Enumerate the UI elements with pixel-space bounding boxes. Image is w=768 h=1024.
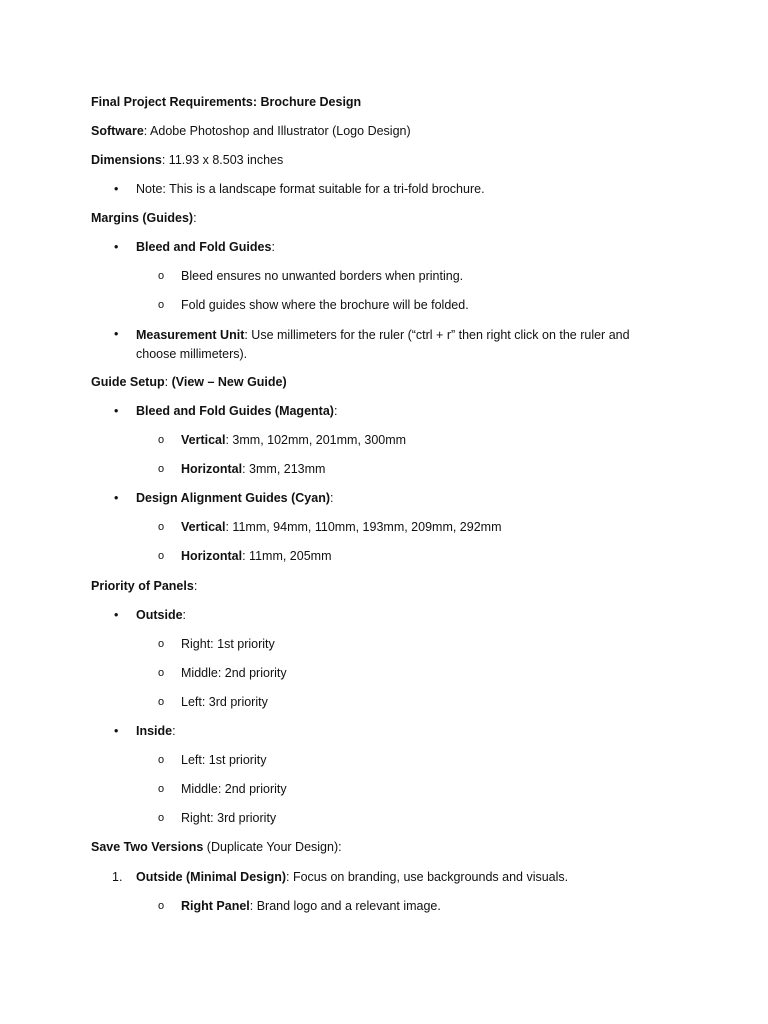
- outside-priority-item: Left: 3rd priority: [181, 695, 268, 709]
- outside-item: [136, 607, 186, 623]
- outside-colon: :: [182, 608, 187, 622]
- bleed-fold-label: Bleed and Fold Guides: [136, 240, 272, 254]
- sub-bullet-marker: o: [158, 550, 165, 562]
- bullet-marker: •: [114, 327, 119, 341]
- guide-setup-colon: :: [164, 375, 172, 389]
- bullet-marker: •: [114, 182, 119, 196]
- cyan-horizontal-value: : 11mm, 205mm: [242, 549, 332, 563]
- save-value: (Duplicate Your Design):: [203, 840, 342, 854]
- magenta-horizontal-item: [181, 461, 325, 477]
- cyan-label: Design Alignment Guides (Cyan): [136, 491, 331, 505]
- bleed-fold-item: [136, 239, 275, 255]
- guide-setup-label: Guide Setup: [91, 375, 165, 389]
- bleed-fold-colon: :: [271, 240, 275, 254]
- save-versions-heading: [91, 839, 342, 855]
- inside-priority-item: Middle: 2nd priority: [181, 782, 287, 796]
- magenta-vertical-label: Vertical: [181, 433, 226, 447]
- sub-bullet-marker: o: [158, 696, 165, 708]
- bleed-sub-item: Bleed ensures no unwanted borders when printing.: [181, 269, 464, 283]
- outside-minimal-item: [136, 869, 568, 885]
- cyan-colon: :: [330, 491, 334, 505]
- cyan-horizontal-label: Horizontal: [181, 549, 243, 563]
- outside-label: Outside: [136, 608, 183, 622]
- magenta-horizontal-value: : 3mm, 213mm: [242, 462, 326, 476]
- guide-setup-heading: [91, 374, 287, 390]
- margins-heading: [91, 210, 197, 226]
- right-panel-label: Right Panel: [181, 899, 250, 913]
- inside-priority-item: Left: 1st priority: [181, 753, 267, 767]
- sub-bullet-marker: o: [158, 299, 165, 311]
- cyan-horizontal-item: [181, 548, 331, 564]
- measurement-value: : Use millimeters for the ruler (“ctrl + r” then right click on the ruler and choose millimeters).: [136, 328, 630, 361]
- magenta-colon: :: [333, 404, 338, 418]
- cyan-vertical-item: [181, 519, 502, 535]
- dimensions-value: : 11.93 x 8.503 inches: [161, 153, 284, 167]
- software-line: [91, 123, 411, 139]
- note-item: Note: This is a landscape format suitable for a tri-fold brochure.: [136, 182, 485, 196]
- cyan-guides-item: [136, 490, 334, 506]
- measurement-label: Measurement Unit: [136, 328, 245, 342]
- sub-bullet-marker: o: [158, 638, 165, 650]
- cyan-vertical-value: : 11mm, 94mm, 110mm, 193mm, 209mm, 292mm: [225, 520, 502, 534]
- outside-priority-item: Middle: 2nd priority: [181, 666, 287, 680]
- inside-item: [136, 723, 176, 739]
- sub-bullet-marker: o: [158, 783, 165, 795]
- sub-bullet-marker: o: [158, 434, 165, 446]
- priority-colon: :: [193, 579, 198, 593]
- dimensions-label: Dimensions: [91, 153, 162, 167]
- bullet-marker: •: [114, 404, 119, 418]
- software-label: Software: [91, 124, 144, 138]
- magenta-label: Bleed and Fold Guides (Magenta): [136, 404, 334, 418]
- inside-label: Inside: [136, 724, 173, 738]
- cyan-vertical-label: Vertical: [181, 520, 226, 534]
- fold-sub-item: Fold guides show where the brochure will be folded.: [181, 298, 469, 312]
- outside-minimal-value: : Focus on branding, use backgrounds and visuals.: [286, 870, 569, 884]
- inside-priority-item: Right: 3rd priority: [181, 811, 277, 825]
- magenta-vertical-item: [181, 432, 406, 448]
- list-number: 1.: [112, 870, 123, 884]
- right-panel-value: : Brand logo and a relevant image.: [249, 899, 441, 913]
- margins-colon: :: [193, 211, 197, 225]
- magenta-vertical-value: : 3mm, 102mm, 201mm, 300mm: [225, 433, 407, 447]
- software-value: : Adobe Photoshop and Illustrator (Logo Design): [143, 124, 411, 138]
- priority-label: Priority of Panels: [91, 579, 194, 593]
- outside-minimal-label: Outside (Minimal Design): [136, 870, 287, 884]
- save-label: Save Two Versions: [91, 840, 204, 854]
- right-panel-item: [181, 898, 441, 914]
- document-title: Final Project Requirements: Brochure Design: [91, 95, 362, 109]
- guide-setup-value: (View – New Guide): [171, 375, 287, 389]
- sub-bullet-marker: o: [158, 463, 165, 475]
- bullet-marker: •: [114, 608, 119, 622]
- sub-bullet-marker: o: [158, 521, 165, 533]
- margins-label: Margins (Guides): [91, 211, 194, 225]
- measurement-item: [136, 326, 656, 360]
- sub-bullet-marker: o: [158, 812, 165, 824]
- priority-heading: [91, 578, 197, 594]
- bullet-marker: •: [114, 724, 119, 738]
- sub-bullet-marker: o: [158, 900, 165, 912]
- magenta-guides-item: [136, 403, 337, 419]
- sub-bullet-marker: o: [158, 270, 165, 282]
- bullet-marker: •: [114, 491, 119, 505]
- dimensions-line: [91, 152, 283, 168]
- sub-bullet-marker: o: [158, 754, 165, 766]
- inside-colon: :: [172, 724, 176, 738]
- bullet-marker: •: [114, 240, 119, 254]
- sub-bullet-marker: o: [158, 667, 165, 679]
- outside-priority-item: Right: 1st priority: [181, 637, 275, 651]
- magenta-horizontal-label: Horizontal: [181, 462, 243, 476]
